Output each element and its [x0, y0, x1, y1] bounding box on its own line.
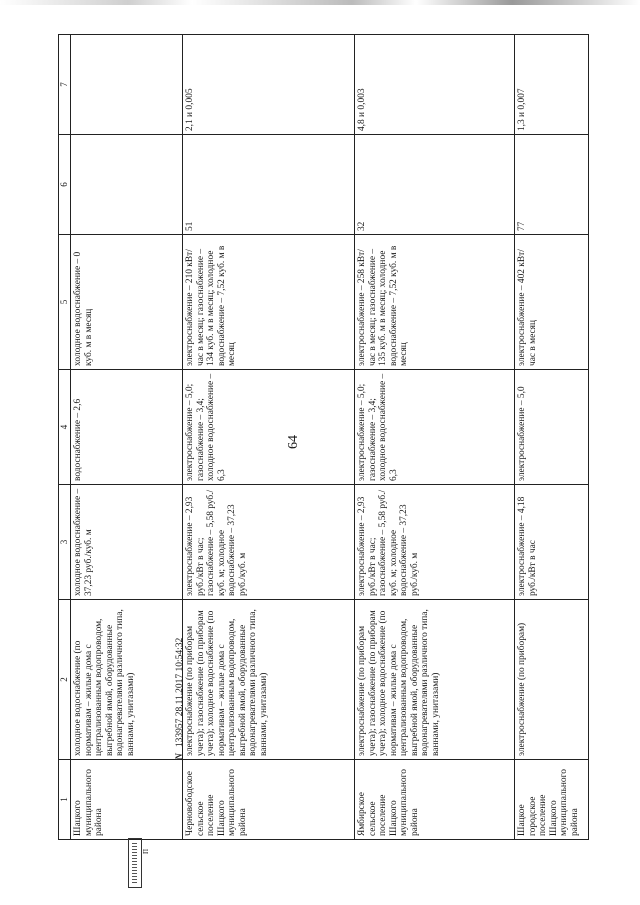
table-cell: холодное водоснабжение – 0 куб. м в месяц — [71, 235, 183, 370]
table-header-row — [59, 35, 71, 840]
header-cell: 2 — [59, 600, 71, 760]
table-cell: электроснабжение – 402 кВт/час в месяц — [515, 235, 589, 370]
table-cell — [71, 135, 183, 235]
barcode-lines — [132, 843, 137, 883]
table-cell: 77 — [515, 135, 589, 235]
barcode-stamp — [128, 838, 148, 888]
header-cell: 7 — [59, 35, 71, 135]
table-cell: Шацкого муниципального района — [71, 760, 183, 840]
header-cell: 6 — [59, 135, 71, 235]
document-registration-note — [175, 630, 191, 760]
page-number: 64 — [286, 435, 301, 449]
rotated-table-area — [58, 35, 588, 840]
table-cell: 51 — [183, 135, 355, 235]
table-row — [355, 35, 515, 840]
table-cell: электроснабжение (по приборам учета); газоснабжение (по приборам учета); холодное водоснабжение (по нормативам – жилые дома с централизованным водопроводом, выгребной ямой, оборудованные водонагревателями различного типа, ваннами, унитазами) — [355, 600, 515, 760]
table-cell: холодное водоснабжение – 37,23 руб./куб. м — [71, 485, 183, 600]
table-cell: Ямбирское сельское поселение Шацкого муниципального района — [355, 760, 515, 840]
table-cell: электроснабжение (по приборам) — [515, 600, 589, 760]
table-cell: электроснабжение – 2,93 руб./кВт в час; газоснабжение – 5,58 руб./куб. м; холодное водоснабжение – 37,23 руб./куб. м — [355, 485, 515, 600]
registration-text: 133957 28.11.2017 10:54:32 — [175, 637, 185, 748]
stamp-mark: П — [142, 848, 150, 854]
table-cell: электроснабжение – 258 кВт/час в месяц; газоснабжение – 135 куб. м в месяц; холодное водоснабжение – 7,52 куб. м в месяц — [355, 235, 515, 370]
table-row — [71, 35, 183, 840]
number-sign-icon: N — [175, 753, 185, 760]
table-row — [183, 35, 355, 840]
table-cell: 4,8 и 0,003 — [355, 35, 515, 135]
tariff-table — [58, 34, 589, 840]
table-cell: холодное водоснабжение (по нормативам – жилые дома с централизованным водопроводом, выгребной ямой, оборудованные водонагревателями различного типа, ваннами, унитазами) — [71, 600, 183, 760]
table-cell: Черновободское сельское поселение Шацкого муниципального района — [183, 760, 355, 840]
barcode-frame — [128, 838, 142, 888]
header-cell: 3 — [59, 485, 71, 600]
table-cell: 32 — [355, 135, 515, 235]
table-cell: 2,1 и 0,005 — [183, 35, 355, 135]
table-cell: электроснабжение (по приборам учета); газоснабжение (по приборам учета); холодное водоснабжение (по нормативам – жилые дома с централизованным водопроводом, выгребной ямой, оборудованные водонагревателями различного типа, ваннами, унитазами) — [183, 600, 355, 760]
table-cell: водоснабжение – 2,6 — [71, 370, 183, 485]
table-row — [515, 35, 589, 840]
table-cell: электроснабжение – 2,93 руб./кВт в час; газоснабжение – 5,58 руб./куб. м; холодное водоснабжение – 37,23 руб./куб. м — [183, 485, 355, 600]
header-cell: 5 — [59, 235, 71, 370]
table-cell: электроснабжение – 5,0; газоснабжение – 3,4; холодное водоснабжение – 6,3 — [183, 370, 355, 485]
table-cell: электроснабжение – 5,0; газоснабжение – 3,4; холодное водоснабжение – 6,3 — [355, 370, 515, 485]
scan-edge-shadow — [0, 0, 640, 5]
table-cell: электроснабжение – 4,18 руб./кВт в час — [515, 485, 589, 600]
table-cell: 1,3 и 0,007 — [515, 35, 589, 135]
table-cell — [71, 35, 183, 135]
table-cell: Шацкое городское поселение Шацкого муниципального района — [515, 760, 589, 840]
header-cell: 4 — [59, 370, 71, 485]
rotated-table-frame — [58, 35, 588, 840]
header-cell: 1 — [59, 760, 71, 840]
table-cell: электроснабжение – 5,0 — [515, 370, 589, 485]
table-cell: электроснабжение – 210 кВт/час в месяц; газоснабжение – 134 куб. м в месяц; холодное водоснабжение – 7,52 куб. м в месяц — [183, 235, 355, 370]
